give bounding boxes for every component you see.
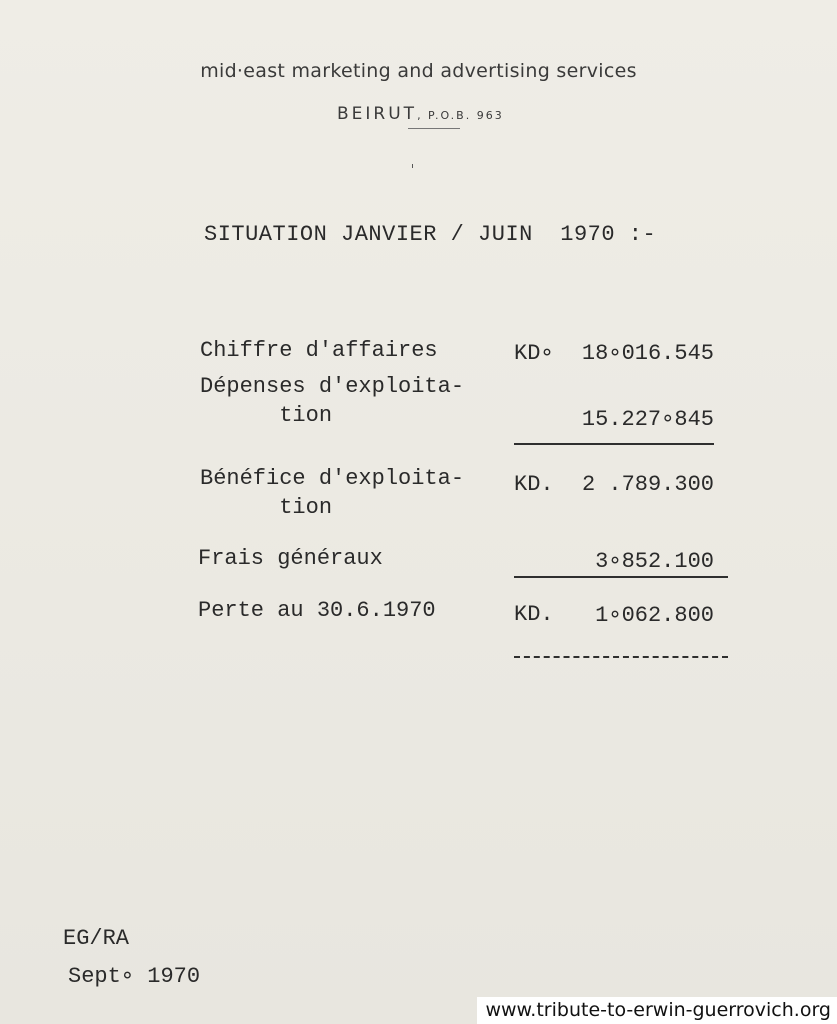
row-currency-loss: KD. — [514, 602, 554, 627]
row-label-overheads: Frais généraux — [198, 546, 383, 571]
row-amount-operating-expenses: 15.227∘845 — [581, 407, 714, 432]
row-label-revenue: Chiffre d'affaires — [200, 338, 438, 363]
row-currency-revenue: KD∘ — [514, 341, 554, 366]
website-watermark: www.tribute-to-erwin-guerrovich.org — [477, 997, 837, 1024]
row-label-loss: Perte au 30.6.1970 — [198, 598, 436, 623]
total-dashed-rule — [514, 656, 728, 658]
subtotal-rule-2 — [514, 576, 728, 578]
row-amount-revenue: 18∘016.545 — [581, 341, 714, 366]
row-label-operating-expenses: Dépenses d'exploita- tion — [200, 374, 465, 428]
row-label-operating-profit: Bénéfice d'exploita- tion — [200, 466, 465, 520]
letterhead-divider — [408, 128, 460, 129]
row-amount-overheads: 3∘852.100 — [595, 549, 714, 574]
stray-mark — [412, 164, 413, 168]
reference-initials: EG/RA — [63, 926, 130, 951]
document-date: Sept∘ 1970 — [68, 964, 201, 989]
row-amount-operating-profit: 2 .789.300 — [581, 472, 714, 497]
row-amount-loss: 1∘062.800 — [595, 603, 714, 628]
letterhead-company: mid·east marketing and advertising services — [200, 60, 637, 82]
letterhead-address — [337, 104, 504, 124]
row-currency-operating-profit: KD. — [514, 472, 554, 497]
letterhead-city: BEIRUT — [337, 104, 418, 124]
letterhead-pob: , P.O.B. 963 — [417, 109, 504, 122]
subtotal-rule-1 — [514, 443, 714, 445]
statement-heading: SITUATION JANVIER / JUIN 1970 :- — [204, 222, 657, 247]
